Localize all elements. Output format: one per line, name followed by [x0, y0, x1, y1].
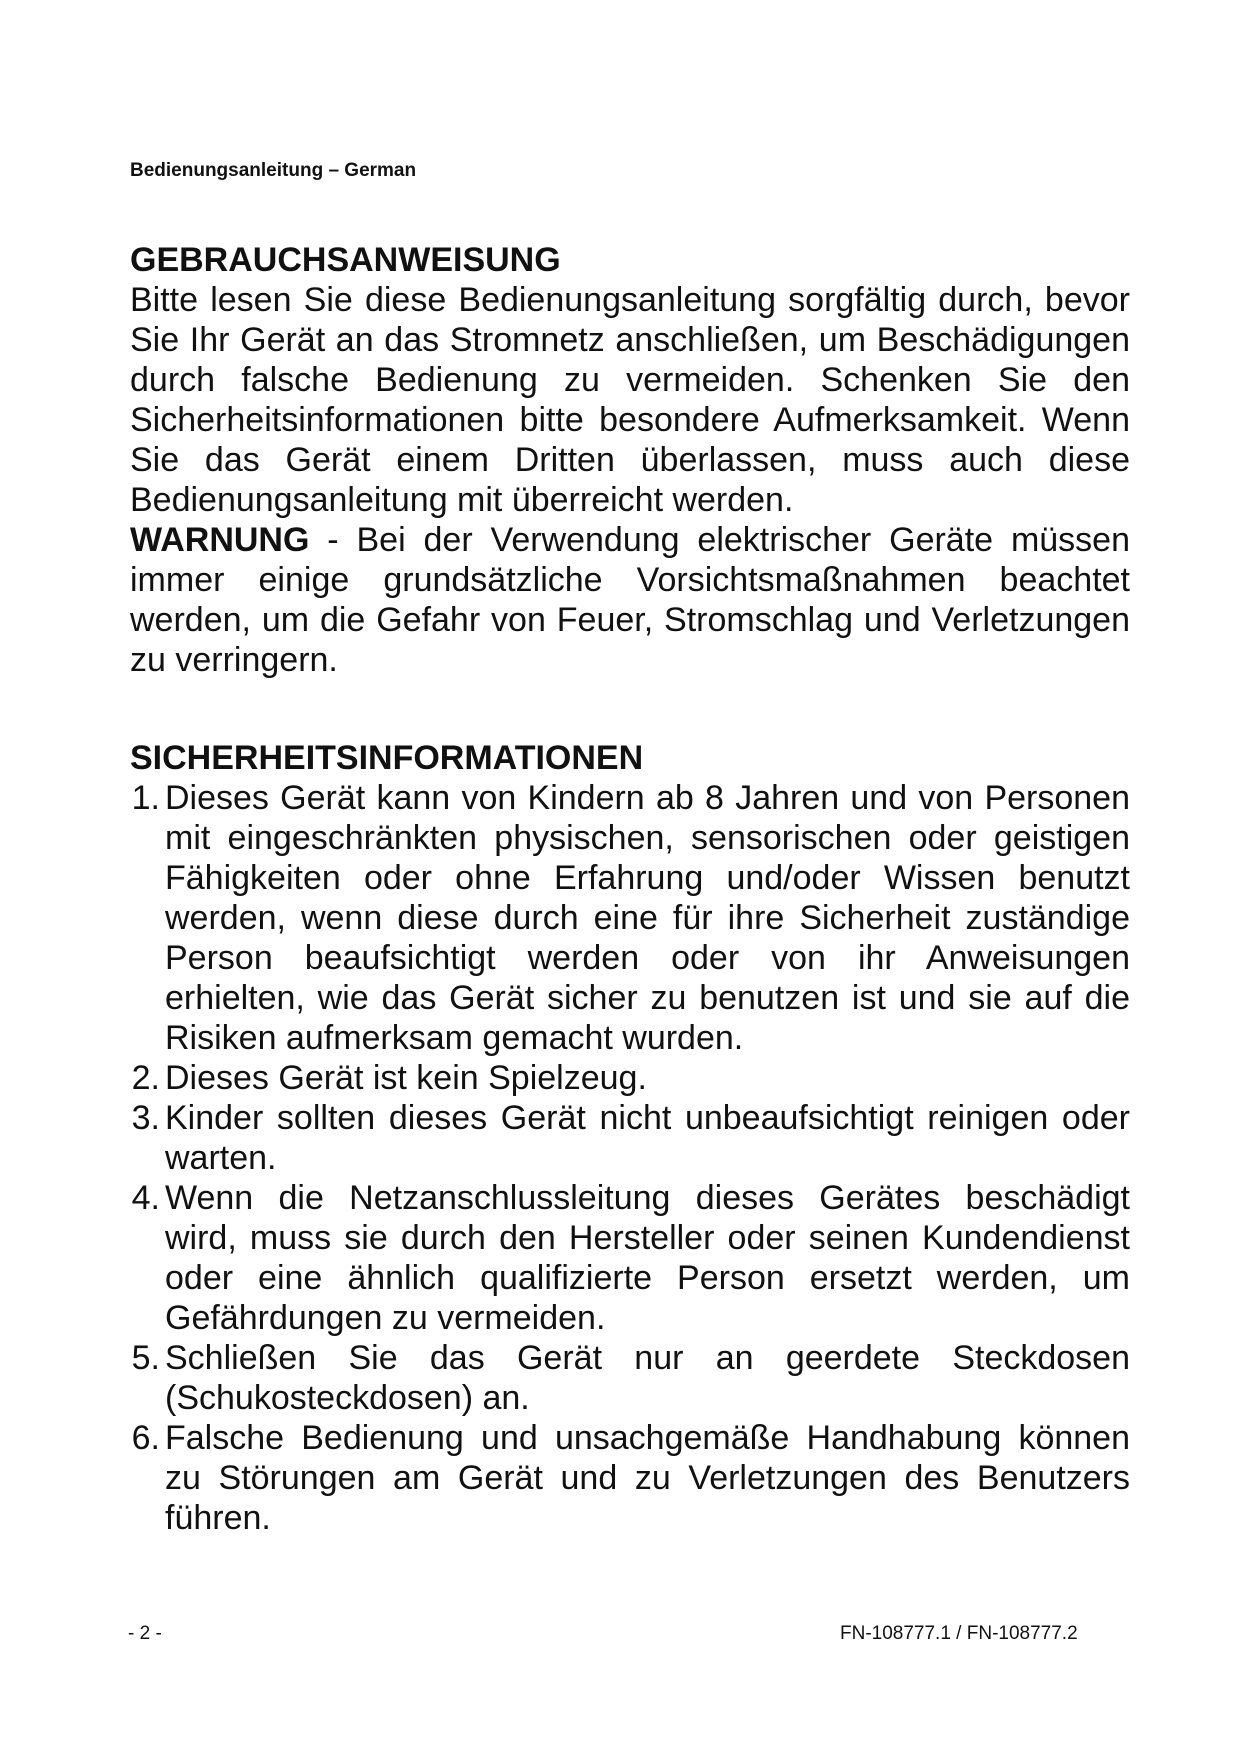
list-item-number: 1.: [131, 779, 160, 817]
list-item: [131, 1418, 1130, 1538]
list-item: [131, 1098, 1130, 1178]
instructions-paragraph: Bitte lesen Sie diese Bedienungsanleitung sorgfältig durch, bevor Sie Ihr Gerät an das Stromnetz anschließen, um Beschädigungen durch falsche Bedienung zu vermeiden. Schenken Sie den Sicherheitsinformationen bitte besondere Aufmerksamkeit. Wenn Sie das Gerät einem Dritten überlassen, muss auch diese Bedienungsanleitung mit überreicht werden.: [130, 281, 1130, 519]
list-item-text: Dieses Gerät kann von Kindern ab 8 Jahren und von Personen mit eingeschränkten physischen, sensorischen oder geistigen Fähigkeiten oder ohne Erfahrung und/oder Wissen benutzt werden, wenn diese durch eine für ihre Sicherheit zuständige Person beaufsichtigt werden oder von ihr Anweisungen erhielten, wie das Gerät sicher zu benutzen ist und sie auf die Risiken aufmerksam gemacht wurden.: [165, 779, 1130, 1057]
list-item-number: 2.: [131, 1059, 160, 1097]
instructions-heading: GEBRAUCHSANWEISUNG: [130, 241, 561, 279]
list-item-text: Wenn die Netzanschlussleitung dieses Gerätes beschädigt wird, muss sie durch den Hersteller oder seinen Kundendienst oder eine ähnlich qualifizierte Person ersetzt werden, um Gefährdungen zu vermeiden.: [165, 1179, 1130, 1337]
model-number: FN-108777.1 / FN-108777.2: [840, 1623, 1078, 1644]
list-item: [131, 1338, 1130, 1418]
list-item-number: 3.: [131, 1099, 160, 1137]
list-item-text: Kinder sollten dieses Gerät nicht unbeaufsichtigt reinigen oder warten.: [165, 1099, 1130, 1177]
safety-list: [130, 778, 1130, 1538]
list-item: [131, 1178, 1130, 1338]
document-header: Bedienungsanleitung – German: [130, 160, 417, 181]
list-item-number: 5.: [131, 1339, 160, 1377]
safety-heading: SICHERHEITSINFORMATIONEN: [130, 739, 644, 777]
list-item-text: Dieses Gerät ist kein Spielzeug.: [165, 1059, 647, 1097]
warning-paragraph: [130, 520, 1130, 680]
list-item-text: Falsche Bedienung und unsachgemäße Handhabung können zu Störungen am Gerät und zu Verletzungen des Benutzers führen.: [165, 1419, 1130, 1537]
main-content: [130, 240, 1130, 1538]
list-item: [131, 1058, 1130, 1098]
warning-label: WARNUNG: [130, 521, 310, 559]
list-item: [131, 778, 1130, 1058]
list-item-number: 6.: [131, 1419, 160, 1457]
list-item-text: Schließen Sie das Gerät nur an geerdete Steckdosen (Schukosteckdosen) an.: [165, 1339, 1130, 1417]
list-item-number: 4.: [131, 1179, 160, 1217]
page-number: - 2 -: [128, 1623, 162, 1644]
warning-text: - Bei der Verwendung elektrischer Geräte müssen immer einige grundsätzliche Vorsichtsmaßnahmen beachtet werden, um die Gefahr von Feuer, Stromschlag und Verletzungen zu verringern.: [130, 521, 1130, 679]
